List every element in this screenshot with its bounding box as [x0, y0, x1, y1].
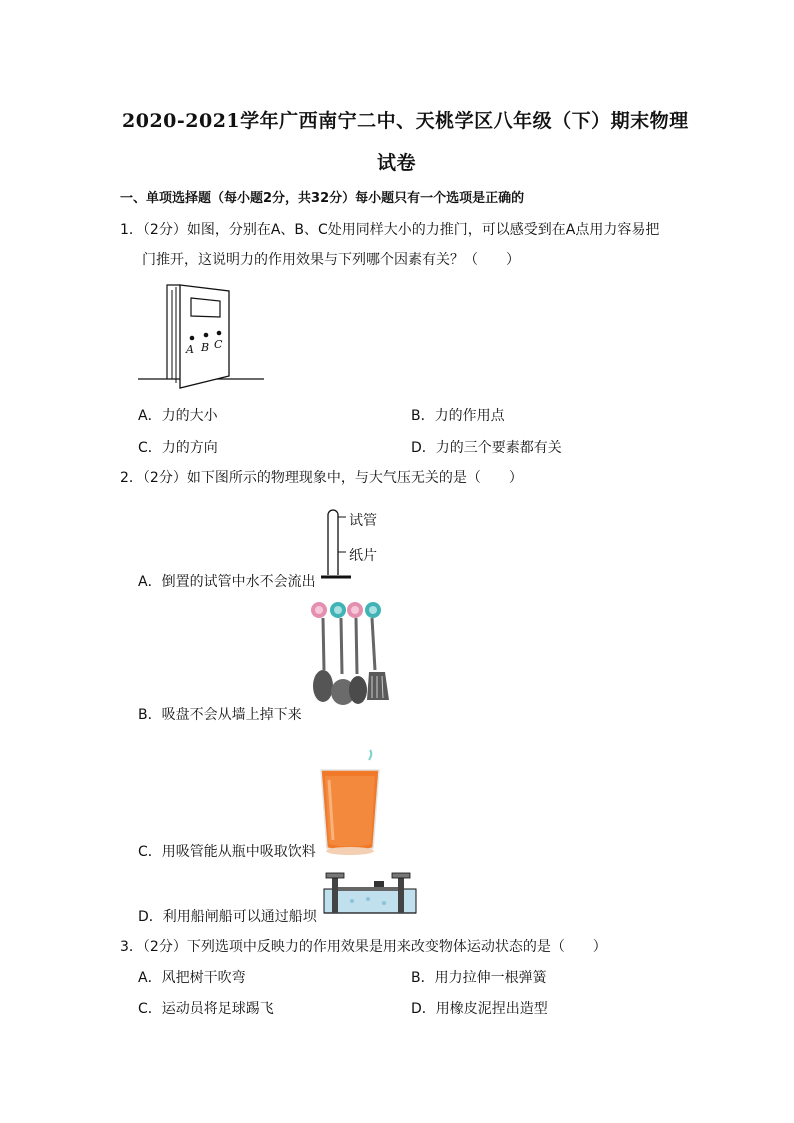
question-1-stem: 1．（2分）如图，分别在A、B、C处用同样大小的力推门，可以感受到在A点用力容易把 [120, 222, 660, 238]
question-1-stem-line2: 门推开，这说明力的作用效果与下列哪个因素有关？（ ） [142, 252, 520, 268]
question-3-stem: 3．（2分）下列选项中反映力的作用效果是用来改变物体运动状态的是（ ） [120, 939, 607, 955]
suction-hooks-figure [305, 600, 395, 715]
question-1-option-b[interactable]: B．力的作用点 [411, 408, 505, 424]
question-1-option-a[interactable]: A．力的大小 [138, 408, 218, 424]
question-3-option-a[interactable]: A．风把树干吹弯 [138, 970, 246, 986]
door-label-a: A [186, 343, 194, 356]
question-2-stem: 2．（2分）如下图所示的物理现象中，与大气压无关的是（ ） [120, 470, 523, 486]
test-tube-label: 试管 [349, 513, 377, 529]
page-title: 2020-2021学年广西南宁二中、天桃学区八年级（下）期末物理 [122, 110, 689, 132]
ship-lock-figure [322, 869, 418, 917]
question-2-option-b[interactable]: B．吸盘不会从墙上掉下来 [138, 707, 302, 723]
question-2-option-c[interactable]: C．用吸管能从瓶中吸取饮料 [138, 844, 316, 860]
section-heading: 一、单项选择题（每小题2分，共32分）每小题只有一个选项是正确的 [120, 191, 525, 206]
juice-glass-figure [315, 748, 385, 858]
question-1-option-c[interactable]: C．力的方向 [138, 440, 218, 456]
question-3-option-b[interactable]: B．用力拉伸一根弹簧 [411, 970, 547, 986]
door-label-c: C [214, 338, 223, 351]
page-title-line2: 试卷 [377, 152, 417, 174]
paper-label: 纸片 [349, 548, 377, 564]
question-2-option-d[interactable]: D．利用船闸船可以通过船坝 [138, 909, 317, 925]
door-label-b: B [201, 341, 210, 354]
door-figure [136, 282, 266, 384]
question-3-option-d[interactable]: D．用橡皮泥捏出造型 [411, 1001, 548, 1017]
question-2-option-a[interactable]: A．倒置的试管中水不会流出 [138, 574, 316, 590]
question-3-option-c[interactable]: C．运动员将足球踢飞 [138, 1001, 274, 1017]
question-1-option-d[interactable]: D．力的三个要素都有关 [411, 440, 562, 456]
